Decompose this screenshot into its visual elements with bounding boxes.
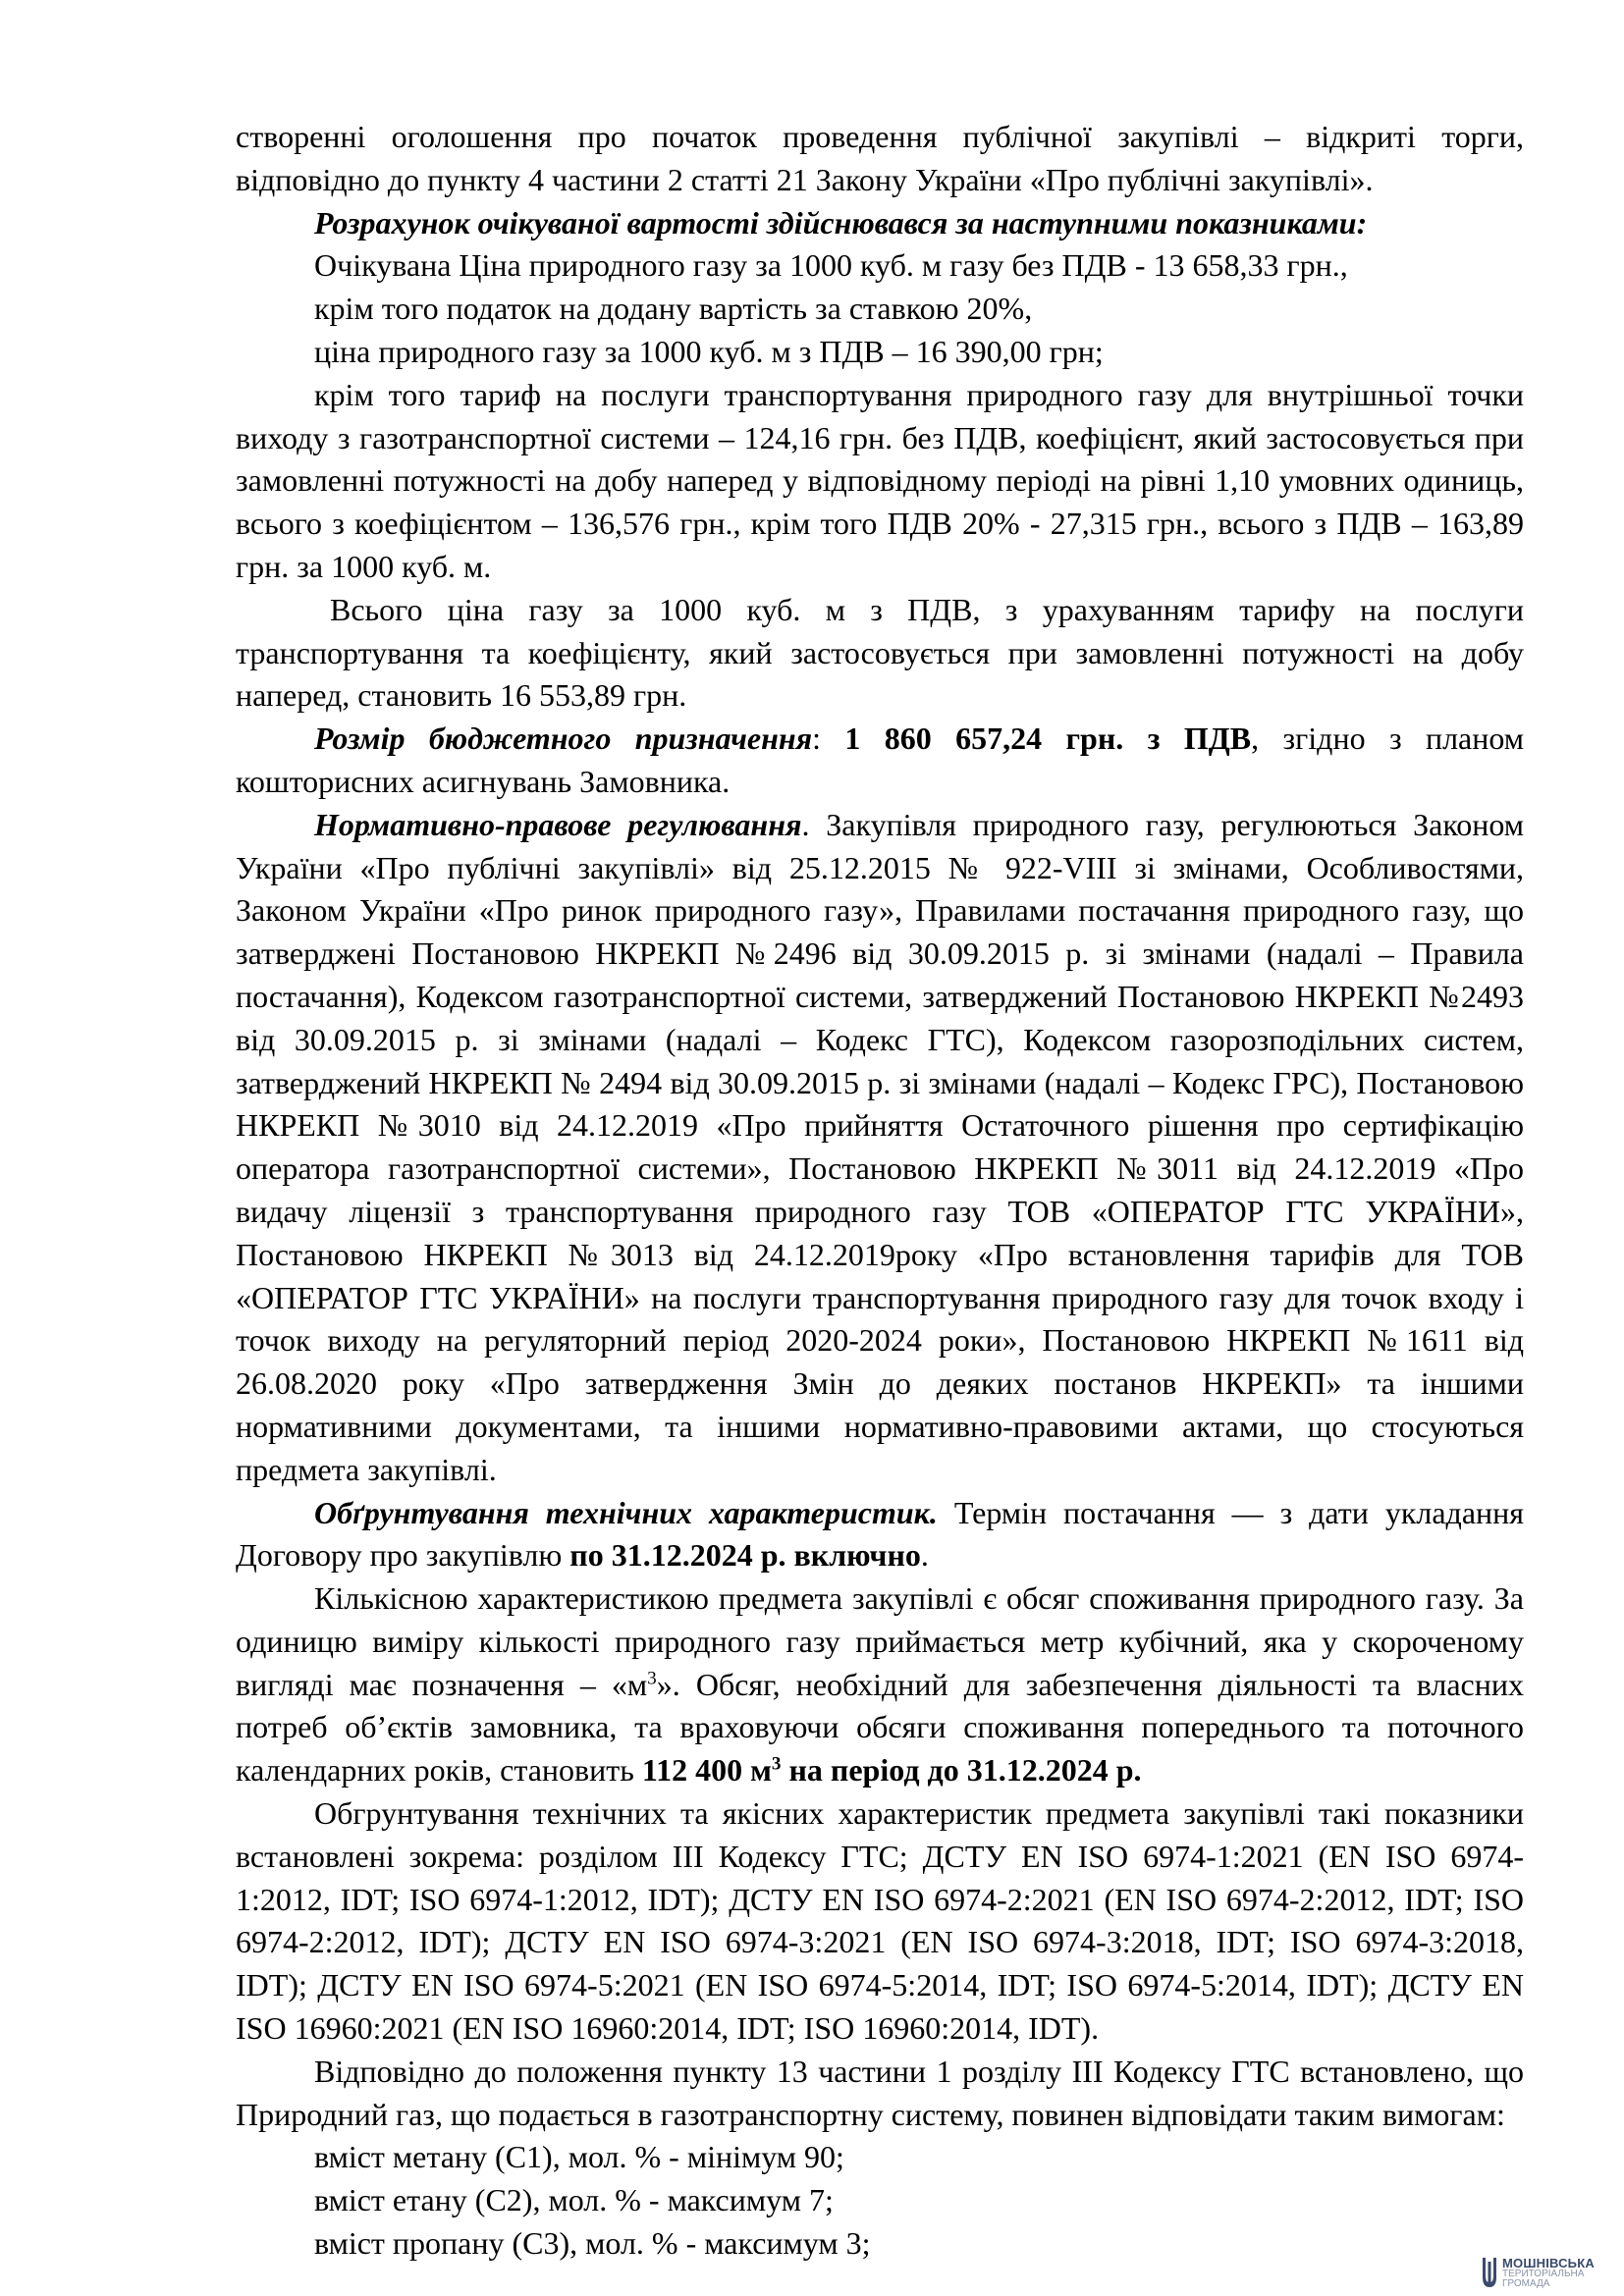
budget-paragraph (236, 718, 1524, 804)
requirements-intro: Відповідно до положення пункту 13 частини 1 розділу ІІІ Кодексу ГТС встановлено, що Природний газ, що подається в газотранспортну систему, повинен відповідати таким вимогам: (236, 2053, 1524, 2132)
quantity-amount: 112 400 м (641, 1752, 772, 1789)
tech-term: по 31.12.2024 р. включно (569, 1537, 921, 1574)
logo-line-1: МОШНІВСЬКА (1502, 2255, 1595, 2270)
calc-price-vat: ціна природного газу за 1000 куб. м з ПДВ – 16 390,00 грн; (314, 333, 1104, 369)
logo-line-2: ТЕРИТОРІАЛЬНА (1502, 2268, 1585, 2279)
tech-paragraph (236, 1492, 1524, 1578)
logo-line-3: ГРОМАДА (1502, 2277, 1550, 2289)
intro-line-2: відповідно до пункту 4 частини 2 статті 21 Закону України «Про публічні закупівлі». (236, 161, 1374, 197)
quantity-text: Кількісною характеристикою предмета закупівлі є обсяг споживання природного газу. За одиницю виміру кількості природного газу приймається метр кубічний, яка у скороченому вигляді має позначення – «м (236, 1580, 1524, 1702)
requirement-item-methane: вміст метану (С1), мол. % - мінімум 90; (314, 2139, 844, 2175)
calc-tariff: крім того тариф на послуги транспортування природного газу для внутрішньої точки виходу з газотранспортної системи – 124,16 грн. без ПДВ, коефіцієнт, який застосовується при замовленні потужності на добу наперед у відповідному періоді на рівні 1,10 умовних одиниць, всього з коефіцієнтом – 136,576 грн., крім того ПДВ 20% - 27,315 грн., всього з ПДВ – 163,89 грн. за 1000 куб. м. (236, 376, 1524, 584)
quantity-sup-2: 3 (771, 1753, 782, 1775)
budget-amount: 1 860 657,24 грн. з ПДВ (844, 721, 1252, 757)
budget-rest: , згідно з планом кошторисних асигнувань Замовника. (236, 721, 1525, 799)
document-page (236, 116, 1524, 2266)
calc-total: Всього ціна газу за 1000 куб. м з ПДВ, з урахуванням тарифу на послуги транспортування та коефіцієнту, який застосовується при замовленні потужності на добу наперед, становить 16 553,89 грн. (236, 591, 1524, 714)
regulation-paragraph (236, 804, 1524, 1492)
calc-heading: Розрахунок очікуваної вартості здійснювався за наступними показниками: (314, 204, 1368, 240)
regulation-label: Нормативно-правове регулювання (314, 806, 802, 842)
trident-emblem-icon (1481, 2256, 1498, 2289)
quantity-paragraph (236, 1577, 1524, 1792)
regulation-text: . Закупівля природного газу, регулюються Законом України «Про публічні закупівлі» від 25.12.2015 № 922-VIII зі змінами, Особливостями, Законом України «Про ринок природного газу», Правилами постачання природного газу, що затверджені Постановою НКРЕКП №2496 від 30.09.2015 р. зі змінами (надалі – Правила постачання), Кодексом газотранспортної системи, затверджений Постановою НКРЕКП №2493 від 30.09.2015 р. зі змінами (надалі – Кодекс ГТС), Кодексом газорозподільних систем, затверджений НКРЕКП № 2494 від 30.09.2015 р. зі змінами (надалі – Кодекс ГРС), Постановою НКРЕКП №3010 від 24.12.2019 «Про прийняття Остаточного рішення про сертифікацію оператора газотранспортної системи», Постановою НКРЕКП №3011 від 24.12.2019 «Про видачу ліцензії з транспортування природного газу ТОВ «ОПЕРАТОР ГТС УКРАЇНИ», Постановою НКРЕКП №3013 від 24.12.2019року «Про встановлення тарифів для ТОВ «ОПЕРАТОР ГТС УКРАЇНИ» на послуги транспортування природного газу для точок входу і точок виходу на регуляторний період 2020-2024 роки», Постановою НКРЕКП №1611 від 26.08.2020 року «Про затвердження Змін до деяких постанов НКРЕКП» та іншими нормативними документами, та іншими нормативно-правовими актами, що стосуються предмета закупівлі. (236, 806, 1524, 1487)
standards-paragraph: Обгрунтування технічних та якісних характеристик предмета закупівлі такі показники встановлені зокрема: розділом ІІІ Кодексу ГТС; ДСТУ EN ISO 6974-1:2021 (EN ISO 6974-1:2012, IDT; ISO 6974-1:2012, IDT); ДСТУ EN ISO 6974-2:2021 (EN ISO 6974-2:2012, IDT; ISO 6974-2:2012, IDT); ДСТУ EN ISO 6974-3:2021 (EN ISO 6974-3:2018, IDT; ISO 6974-3:2018, IDT); ДСТУ EN ISO 6974-5:2021 (EN ISO 6974-5:2014, IDT; ISO 6974-5:2014, IDT); ДСТУ EN ISO 16960:2021 (EN ISO 16960:2014, IDT; ISO 16960:2014, IDT). (236, 1795, 1524, 2047)
budget-colon: : (812, 721, 845, 757)
quantity-period: на період до 31.12.2024 р. (781, 1752, 1142, 1789)
requirement-item-propane: вміст пропану (С3), мол. % - максимум 3; (314, 2225, 871, 2262)
tech-text: Термін постачання — з дати укладання Договору про закупівлю (236, 1494, 1524, 1574)
calc-price-no-vat: Очікувана Ціна природного газу за 1000 куб. м газу без ПДВ - 13 658,33 грн., (314, 247, 1348, 284)
quantity-sup-1: 3 (647, 1668, 657, 1689)
community-logo (1481, 2254, 1614, 2291)
quantity-text-2: ». Обсяг, необхідний для забезпечення діяльності та власних потреб об’єктів замовника, та враховуючи обсяги споживання попереднього та поточного календарних років, становить (236, 1666, 1525, 1789)
budget-label: Розмір бюджетного призначення (314, 721, 813, 757)
tech-label: Обґрунтування технічних характеристик. (314, 1494, 938, 1530)
calc-vat: крім того податок на додану вартість за ставкою 20%, (314, 291, 1033, 327)
requirement-item-ethane: вміст етану (С2), мол. % - максимум 7; (314, 2182, 834, 2218)
tech-end: . (920, 1537, 929, 1574)
intro-line-1: створенні оголошення про початок проведення публічної закупівлі – відкриті торги, (236, 119, 1524, 154)
